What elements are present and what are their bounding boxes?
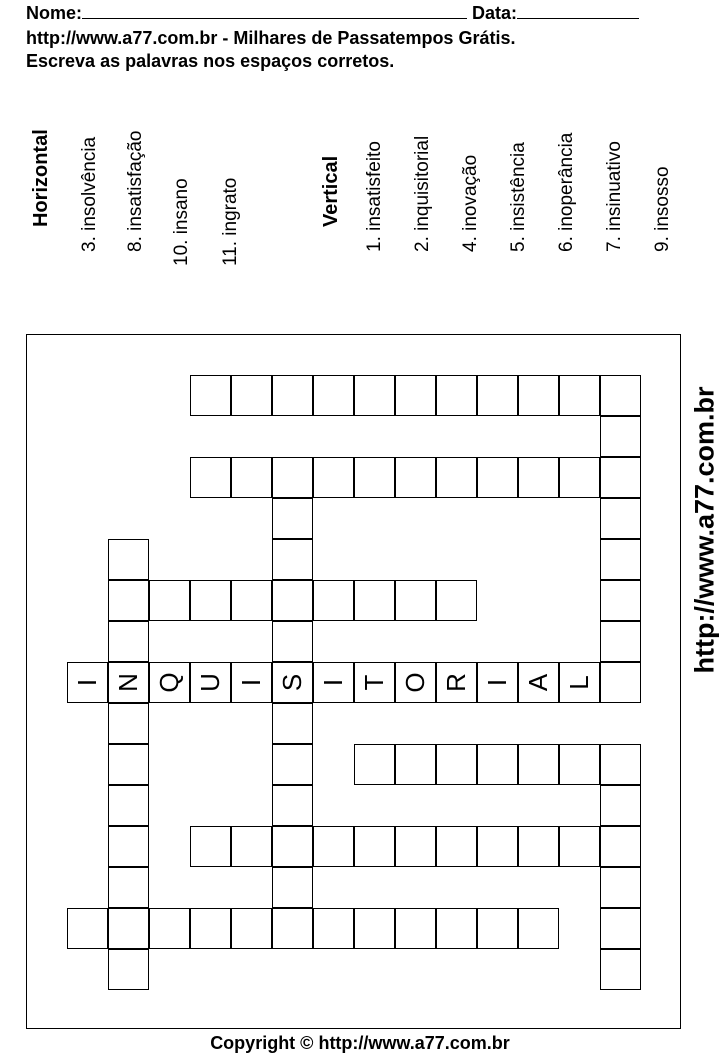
crossword-cell[interactable] [272,867,313,908]
crossword-cell[interactable] [395,744,436,785]
crossword-cell[interactable] [272,703,313,744]
crossword-cell[interactable] [231,457,272,498]
crossword-cell[interactable] [149,580,190,621]
crossword-cell[interactable] [231,826,272,867]
crossword-cell[interactable] [108,949,149,990]
crossword-cell[interactable] [272,498,313,539]
crossword-cell[interactable] [518,826,559,867]
crossword-cell[interactable] [477,457,518,498]
site-line: http://www.a77.com.br - Milhares de Passatempos Grátis. [26,28,516,48]
vertical-clue: 9. insosso [652,166,673,252]
crossword-cell[interactable] [518,744,559,785]
crossword-cell[interactable] [231,580,272,621]
crossword-cell[interactable] [354,457,395,498]
crossword-cell[interactable] [395,826,436,867]
horizontal-clue: 3. insolvência [79,136,100,252]
crossword-cell[interactable] [272,826,313,867]
crossword-cell[interactable] [600,908,641,949]
copyright: Copyright © http://www.a77.com.br [210,1033,510,1053]
revealed-letter: T [359,674,389,691]
crossword-cell[interactable] [395,908,436,949]
crossword-cell[interactable] [518,908,559,949]
crossword-cell[interactable] [313,826,354,867]
crossword-cell[interactable] [272,621,313,662]
crossword-cell[interactable] [600,744,641,785]
crossword-cell[interactable] [600,621,641,662]
revealed-letter: I [318,678,348,687]
crossword-cell[interactable] [108,621,149,662]
vertical-clue: 6. inoperância [556,132,577,252]
revealed-letter: R [441,673,471,692]
revealed-letter: I [482,678,512,687]
crossword-cell[interactable] [518,457,559,498]
revealed-letter: U [195,673,225,692]
crossword-cell[interactable] [600,416,641,457]
date-field-line[interactable] [517,2,639,19]
crossword-cell[interactable] [313,457,354,498]
crossword-cell[interactable] [559,826,600,867]
crossword-cell[interactable] [600,662,641,703]
crossword-cell[interactable] [600,826,641,867]
crossword-cell[interactable] [190,580,231,621]
horizontal-title: Horizontal [30,129,52,227]
crossword-cell[interactable] [477,826,518,867]
crossword-cell[interactable] [354,826,395,867]
crossword-cell[interactable] [600,457,641,498]
vertical-clue: 2. inquisitorial [412,135,433,252]
revealed-letter: L [564,675,594,690]
crossword-cell[interactable] [559,375,600,416]
crossword-cell[interactable] [395,375,436,416]
crossword-cell[interactable] [190,375,231,416]
revealed-letter: S [277,673,307,692]
crossword-cell[interactable] [190,826,231,867]
crossword-cell[interactable] [395,580,436,621]
vertical-title: Vertical [320,155,342,227]
vertical-clue: 7. insinuativo [604,141,625,252]
crossword-cell[interactable] [436,375,477,416]
crossword-cell[interactable] [477,375,518,416]
crossword-cell[interactable] [559,744,600,785]
crossword-cell[interactable] [108,785,149,826]
revealed-letter: A [523,673,553,692]
crossword-cell[interactable] [354,375,395,416]
horizontal-clue: 11. ingrato [220,177,241,266]
crossword-cell[interactable] [272,457,313,498]
crossword-cell[interactable] [600,539,641,580]
crossword-cell[interactable] [354,908,395,949]
crossword-cell[interactable] [231,908,272,949]
crossword-cell[interactable] [190,908,231,949]
crossword-cell[interactable] [149,908,190,949]
crossword-cell[interactable] [600,375,641,416]
revealed-letter: Q [154,672,184,693]
crossword-cell[interactable] [436,580,477,621]
crossword-cell[interactable] [231,375,272,416]
crossword-cell[interactable] [518,375,559,416]
crossword-cell[interactable] [108,539,149,580]
crossword-cell[interactable] [477,744,518,785]
crossword-cell[interactable] [436,826,477,867]
crossword-cell[interactable] [559,457,600,498]
revealed-letter: N [113,673,143,692]
crossword-cell[interactable] [272,785,313,826]
side-url: http://www.a77.com.br [689,386,720,674]
crossword-cell[interactable] [108,580,149,621]
instructions: Escreva as palavras nos espaços corretos. [26,51,395,71]
horizontal-clue: 8. insatisfação [125,130,146,252]
revealed-letter: O [400,672,430,693]
crossword-cell[interactable] [108,867,149,908]
revealed-letter: I [236,678,266,687]
crossword-cell[interactable] [108,703,149,744]
crossword-cell[interactable] [108,908,149,949]
crossword-cell[interactable] [108,744,149,785]
crossword-cell[interactable] [600,580,641,621]
name-field-line[interactable] [82,2,467,19]
crossword-cell[interactable] [600,785,641,826]
crossword-cell[interactable] [600,867,641,908]
crossword-cell[interactable] [436,744,477,785]
crossword-cell[interactable] [354,580,395,621]
crossword-cell[interactable] [272,375,313,416]
crossword-cell[interactable] [600,949,641,990]
name-label: Nome: [26,3,83,23]
crossword-cell[interactable] [313,580,354,621]
vertical-clue: 1. insatisfeito [364,141,385,252]
crossword-cell[interactable] [477,908,518,949]
crossword-cell[interactable] [272,908,313,949]
crossword-cell[interactable] [108,826,149,867]
horizontal-clue: 10. insano [171,178,192,266]
date-label: Data: [472,3,518,23]
crossword-cell[interactable] [600,498,641,539]
crossword-cell[interactable] [354,744,395,785]
crossword-cell[interactable] [67,908,108,949]
revealed-letter: I [72,678,102,687]
crossword-cell[interactable] [436,908,477,949]
crossword-cell[interactable] [272,580,313,621]
crossword-cell[interactable] [436,457,477,498]
crossword-cell[interactable] [313,908,354,949]
crossword-cell[interactable] [395,457,436,498]
crossword-cell[interactable] [272,539,313,580]
crossword-cell[interactable] [313,375,354,416]
vertical-clue: 5. insistência [508,142,529,252]
vertical-clue: 4. inovação [460,154,481,252]
crossword-cell[interactable] [272,744,313,785]
crossword-cell[interactable] [190,457,231,498]
name-date-line [26,2,639,24]
